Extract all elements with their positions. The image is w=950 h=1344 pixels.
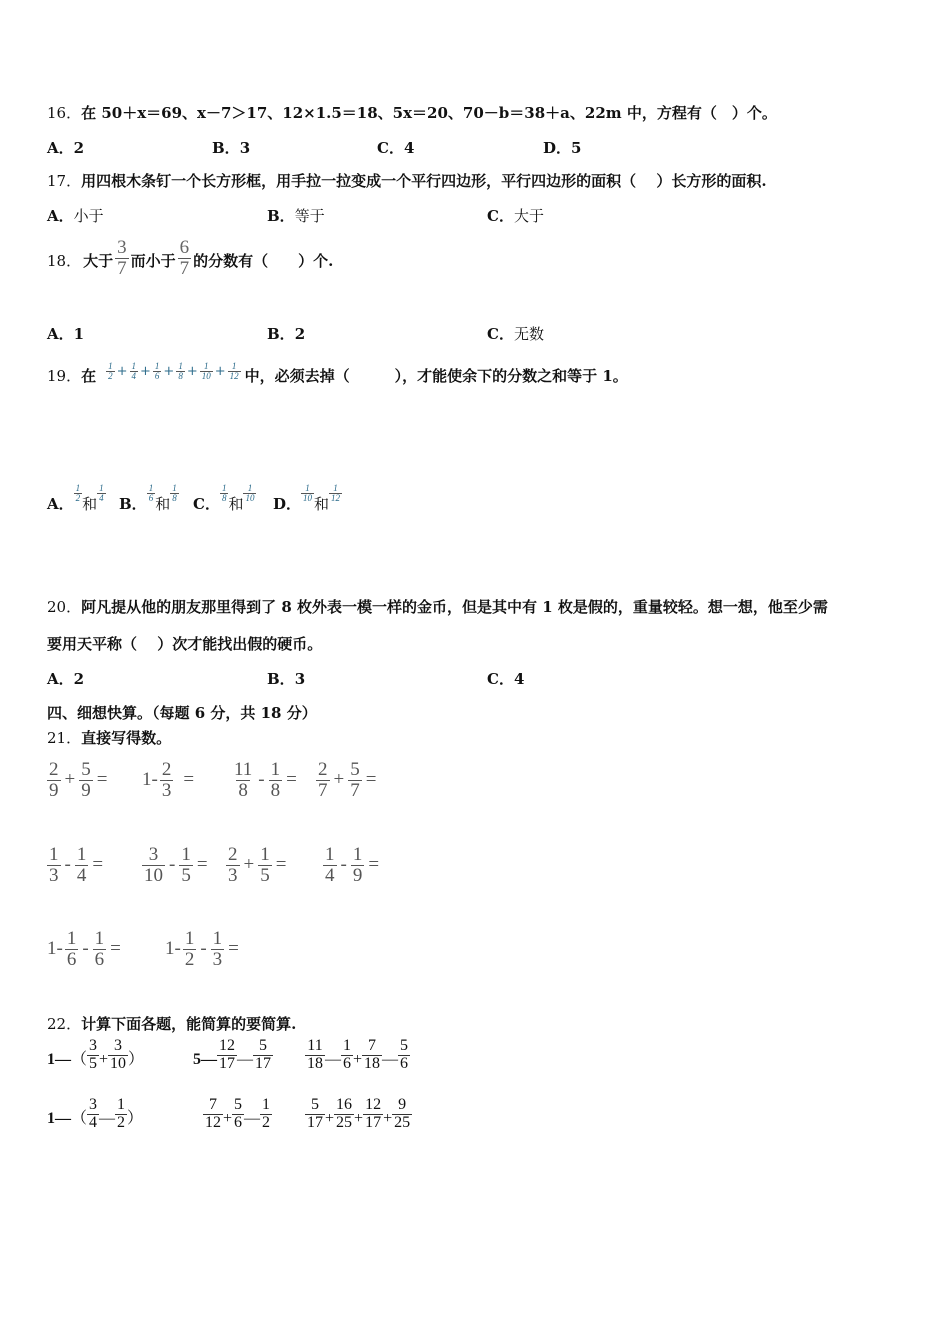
q22-expression-5: $\frac{7}{12}$ + $\frac{5}{6}$ — $\frac{1}{2}$ [205,1096,271,1131]
q17-option-b[interactable]: B．等于 [267,207,325,225]
q21-r1-item1: $\frac{2}{9}$ + $\frac{5}{9}$ = [49,759,108,801]
q20-option-b[interactable]: B．3 [267,670,306,688]
q21-r2-item2: $\frac{3}{10}$ - $\frac{1}{5}$ = [144,844,208,886]
q20-option-c[interactable]: C．4 [487,670,525,688]
q19-stem: 19． 在 $\frac{1}{2}$ + $\frac{1}{4}$ + $\frac{1}{6}$ + $\frac{1}{8}$ + $\frac{1}{10}$ + $\frac{1}{12}$ 中，必须去掉（ ），才能使余下的分数之和等于 1。 [47,362,628,388]
q21-stem: 21．直接写得数。 [47,729,172,747]
q19-number: 19． [47,366,82,385]
q18-fraction-lower: $\frac{3}{7}$ [117,237,127,279]
q17-stem [47,170,767,191]
q19-series-term: $\frac{1}{4}$ [131,361,137,382]
q22-expression-6: $\frac{5}{17}$ + $\frac{16}{25}$ + $\frac{12}{17}$ + $\frac{9}{25}$ [307,1096,411,1131]
q18-option-c[interactable]: C．无数 [487,325,544,343]
q16-number: 16． [47,104,82,122]
q16-option-c[interactable]: C．4 [377,139,415,157]
q19-series-term: $\frac{1}{12}$ [229,361,239,382]
q17-text: 用四根木条钉一个长方形框，用手拉一拉变成一个平行四边形，平行四边形的面积（ ）长方形的面积. [81,172,767,190]
q18-option-b[interactable]: B．2 [267,325,306,343]
q20-number: 20． [47,598,82,616]
q21-number: 21． [47,729,82,747]
q17-option-c[interactable]: C．大于 [487,207,544,225]
q19-series-term: $\frac{1}{6}$ [154,361,160,382]
q19-option-fraction: $\frac{1}{8}$ [221,483,227,504]
q17-option-a[interactable]: A．小于 [47,207,104,225]
q21-r2-item4: $\frac{1}{4}$ - $\frac{1}{9}$ = [325,844,380,886]
section-four-heading: 四、细想快算。（每题 6 分，共 18 分） [47,704,317,722]
q19-option-fraction: $\frac{1}{12}$ [331,483,341,504]
q19-option-d[interactable]: D． $\frac{1}{10}$ 和 $\frac{1}{12}$ [273,483,341,513]
q18-stem: 18． 大于 $\frac{3}{7}$ 而小于 $\frac{6}{7}$ 的分数有（ ）个. [47,237,334,279]
q19-series-term: $\frac{1}{8}$ [178,361,183,382]
q20-stem-line1: 20．阿凡提从他的朋友那里得到了 8 枚外表一模一样的金币，但是其中有 1 枚是假的，重量较轻。想一想，他至少需 [47,598,828,616]
q22-expression-2: 5— $\frac{12}{17}$ — $\frac{5}{17}$ [193,1037,271,1072]
q18-number: 18． [47,251,82,270]
q16-stem [47,102,777,123]
q22-number: 22． [47,1015,82,1033]
q19-option-fraction: $\frac{1}{2}$ [75,483,81,504]
q19-option-fraction: $\frac{1}{4}$ [99,483,104,504]
q22-expression-3: $\frac{11}{18}$ — $\frac{1}{6}$ + $\frac{7}{18}$ — $\frac{5}{6}$ [307,1037,409,1072]
q16-option-b[interactable]: B．3 [212,139,251,157]
q21-r2-item3: $\frac{2}{3}$ + $\frac{1}{5}$ = [228,844,287,886]
q21-r1-item4: $\frac{2}{7}$ + $\frac{5}{7}$ = [318,759,377,801]
q16-text: 在 50＋x＝69、x－7＞17、12×1.5＝18、5x＝20、70－b＝38＋a、22m 中，方程有（ ）个。 [81,104,777,122]
q19-option-fraction: $\frac{1}{10}$ [303,483,313,504]
q21-r3-item2: 1- $\frac{1}{2}$ - $\frac{1}{3}$ = [165,928,239,970]
q18-option-a[interactable]: A．1 [47,325,85,343]
q19-option-b[interactable]: B． $\frac{1}{6}$ 和 $\frac{1}{8}$ [119,483,177,513]
q22-expression-1: 1— （ $\frac{3}{5}$ + $\frac{3}{10}$ ） [47,1037,145,1072]
q19-option-a[interactable]: A． $\frac{1}{2}$ 和 $\frac{1}{4}$ [47,483,104,513]
q16-option-d[interactable]: D．5 [543,139,582,157]
q20-option-a[interactable]: A．2 [47,670,85,688]
q19-series-term: $\frac{1}{10}$ [201,361,211,382]
q19-series: $\frac{1}{2}$ + $\frac{1}{4}$ + $\frac{1}{6}$ + $\frac{1}{8}$ + $\frac{1}{10}$ + $\frac{1}{12}$ [108,361,239,382]
q17-number: 17． [47,172,82,190]
q21-r3-item1: 1- $\frac{1}{6}$ - $\frac{1}{6}$ = [47,928,121,970]
q19-option-fraction: $\frac{1}{6}$ [148,483,154,504]
q20-stem-line2: 要用天平称（ ）次才能找出假的硬币。 [47,635,323,653]
q21-r2-item1: $\frac{1}{3}$ - $\frac{1}{4}$ = [49,844,104,886]
q16-option-a[interactable]: A．2 [47,139,85,157]
q19-option-c[interactable]: C． $\frac{1}{8}$ 和 $\frac{1}{10}$ [193,483,255,513]
q19-option-fraction: $\frac{1}{10}$ [245,483,255,504]
q21-r1-item3: $\frac{11}{8}$ - $\frac{1}{8}$ = [234,759,297,801]
q19-option-fraction: $\frac{1}{8}$ [172,483,177,504]
q22-stem: 22．计算下面各题，能简算的要简算. [47,1015,297,1033]
q19-series-term: $\frac{1}{2}$ [108,361,113,382]
q21-r1-item2: 1- $\frac{2}{3}$ = [142,759,195,801]
q22-expression-4: 1— （ $\frac{3}{4}$ — $\frac{1}{2}$ ） [47,1096,144,1131]
q18-fraction-upper: $\frac{6}{7}$ [179,237,190,279]
